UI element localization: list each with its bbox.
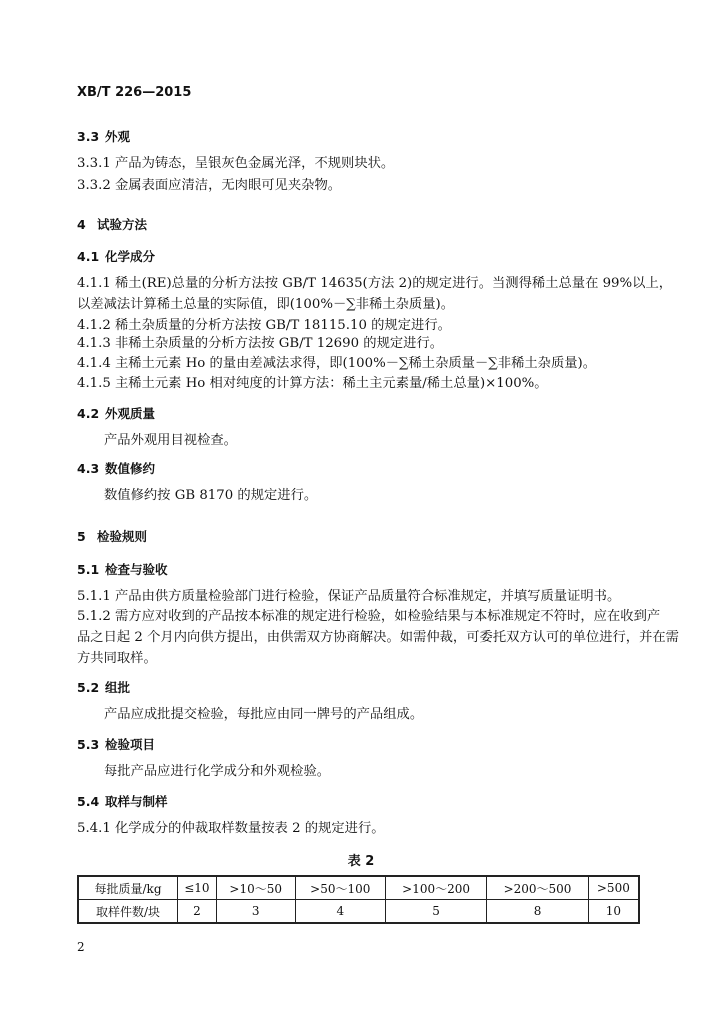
section-5-heading (77, 528, 147, 546)
section-number: 5.3 (77, 737, 100, 752)
table-cell: >200～500 (487, 876, 588, 900)
clause-5-4-1 (77, 820, 385, 838)
section-title: 化学成分 (105, 249, 156, 264)
section-5-2-heading (77, 679, 130, 697)
section-number: 4 (77, 217, 86, 232)
page-number: 2 (77, 940, 85, 954)
section-title: 试验方法 (97, 217, 148, 232)
clause-5-1-1 (77, 588, 620, 606)
section-title: 检验项目 (105, 737, 156, 752)
section-number: 3.3 (77, 129, 100, 144)
clause-number: 4.1.3 (77, 336, 111, 351)
section-title: 检查与验收 (105, 562, 168, 577)
clause-number: 4.1.1 (77, 276, 111, 291)
clause-4-1-5 (77, 375, 548, 393)
section-title: 取样与制样 (105, 794, 168, 809)
section-5-2-text: 产品应成批提交检验，每批应由同一牌号的产品组成。 (104, 707, 424, 722)
table-row (78, 900, 639, 924)
section-title: 外观 (105, 129, 131, 144)
section-4-1-heading (77, 248, 155, 266)
section-4-2-text: 产品外观用目视检查。 (104, 433, 237, 448)
clause-3-3-2 (77, 177, 341, 195)
table-cell: 8 (487, 900, 588, 924)
clause-text: 化学成分的仲裁取样数量按表 2 的规定进行。 (115, 821, 385, 836)
clause-text: 稀土杂质量的分析方法按 GB/T 18115.10 的规定进行。 (115, 318, 451, 333)
clause-text: 非稀土杂质量的分析方法按 GB/T 12690 的规定进行。 (115, 336, 444, 351)
standard-code-header: XB/T 226—2015 (77, 85, 192, 100)
table-cell: 4 (295, 900, 385, 924)
section-5-3-text: 每批产品应进行化学成分和外观检验。 (104, 764, 331, 779)
sampling-table (77, 875, 640, 924)
section-number: 4.1 (77, 249, 100, 264)
clause-4-1-3 (77, 335, 443, 353)
clause-4-1-1-line-1 (77, 275, 672, 293)
table-cell: >10～50 (216, 876, 295, 900)
table-row (78, 876, 639, 900)
section-number: 4.3 (77, 461, 100, 476)
clause-4-1-4 (77, 355, 596, 373)
clause-number: 3.3.1 (77, 156, 111, 171)
section-5-4-heading (77, 793, 168, 811)
section-title: 数值修约 (105, 461, 156, 476)
section-title: 组批 (105, 680, 131, 695)
clause-text: 产品为铸态，呈银灰色金属光泽，不规则块状。 (115, 156, 395, 171)
section-number: 4.2 (77, 406, 100, 421)
section-5-1-heading (77, 561, 168, 579)
clause-text: 需方应对收到的产品按本标准的规定进行检验，如检验结果与本标准规定不符时，应在收到产 (115, 609, 661, 624)
clause-5-1-2-line-2: 品之日起 2 个月内向供方提出，由供需双方协商解决。如需仲裁，可委托双方认可的单位进行，并在需 (77, 630, 679, 645)
table-header-cell: 取样件数/块 (78, 900, 178, 924)
clause-number: 5.4.1 (77, 821, 111, 836)
clause-5-1-2-line-1 (77, 608, 660, 626)
section-4-3-heading (77, 460, 155, 478)
clause-number: 4.1.4 (77, 356, 111, 371)
section-4-3-text: 数值修约按 GB 8170 的规定进行。 (104, 488, 318, 503)
table-caption: 表 2 (347, 854, 375, 869)
clause-text: 产品由供方质量检验部门进行检验，保证产品质量符合标准规定，并填写质量证明书。 (115, 589, 621, 604)
section-3-3-heading (77, 128, 130, 146)
clause-text: 稀土(RE)总量的分析方法按 GB/T 14635(方法 2)的规定进行。当测得稀土总量在 99%以上， (115, 276, 673, 291)
table-header-cell: 每批质量/kg (78, 876, 178, 900)
section-4-heading (77, 216, 147, 234)
table-cell: 10 (588, 900, 639, 924)
section-title: 外观质量 (105, 406, 156, 421)
clause-number: 5.1.1 (77, 589, 111, 604)
table-cell: ≤10 (178, 876, 217, 900)
clause-3-3-1 (77, 155, 394, 173)
clause-number: 4.1.5 (77, 376, 111, 391)
section-number: 5.2 (77, 680, 100, 695)
table-cell: >100～200 (385, 876, 486, 900)
clause-text: 金属表面应清洁，无肉眼可见夹杂物。 (115, 178, 342, 193)
section-number: 5.1 (77, 562, 100, 577)
table-cell: 3 (216, 900, 295, 924)
section-5-3-heading (77, 736, 155, 754)
clause-4-1-2 (77, 317, 451, 335)
section-title: 检验规则 (97, 529, 148, 544)
clause-number: 3.3.2 (77, 178, 111, 193)
clause-number: 5.1.2 (77, 609, 111, 624)
table-cell: 2 (178, 900, 217, 924)
clause-text: 主稀土元素 Ho 的量由差减法求得，即(100%－∑稀土杂质量－∑非稀土杂质量)。 (115, 356, 597, 371)
section-4-2-heading (77, 405, 155, 423)
section-number: 5.4 (77, 794, 100, 809)
table-cell: >500 (588, 876, 639, 900)
clause-5-1-2-line-3: 方共同取样。 (77, 651, 157, 666)
clause-text: 主稀土元素 Ho 相对纯度的计算方法：稀土主元素量/稀土总量)×100%。 (115, 376, 548, 391)
table-cell: >50～100 (295, 876, 385, 900)
section-number: 5 (77, 529, 86, 544)
table-cell: 5 (385, 900, 486, 924)
clause-number: 4.1.2 (77, 318, 111, 333)
clause-4-1-1-line-2: 以差减法计算稀土总量的实际值，即(100%－∑非稀土杂质量)。 (77, 297, 455, 312)
